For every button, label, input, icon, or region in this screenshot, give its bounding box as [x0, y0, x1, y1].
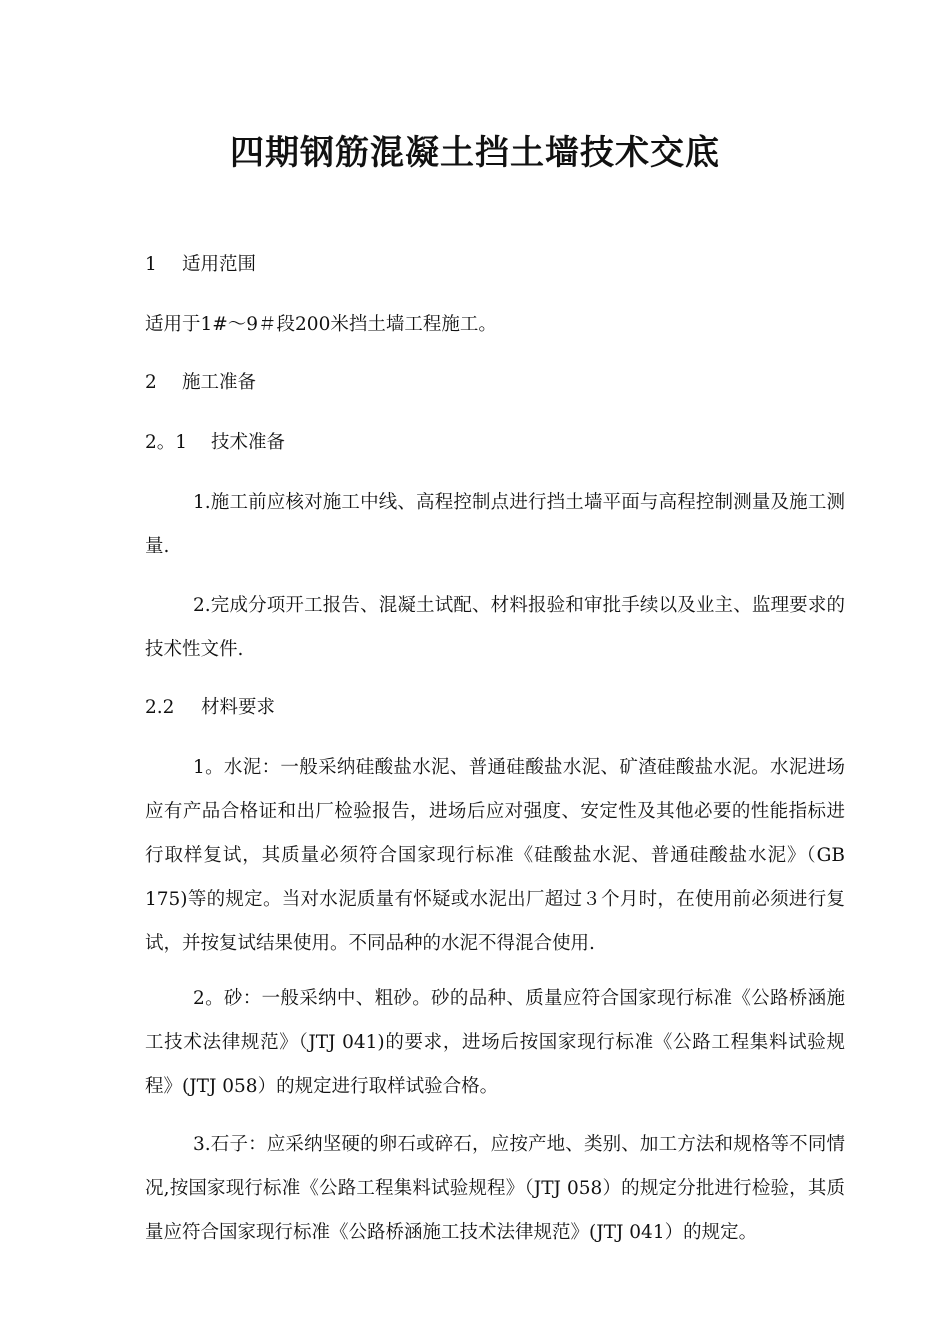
paragraph-2-2-cement: 1。水泥：一般采纳硅酸盐水泥、普通硅酸盐水泥、矿渣硅酸盐水泥。水泥进场应有产品合格证和出厂检验报告，进场后应对强度、安定性及其他必要的性能指标进行取样复试，其质量必须符合国家现行标准《硅酸盐水泥、普通硅酸盐水泥》（GB 175)等的规定。当对水泥质量有怀疑或水泥出厂超过３个月时，在使用前必须进行复试，并按复试结果使用。不同品种的水泥不得混合使用.: [145, 757, 845, 954]
section-heading-1: [145, 243, 845, 287]
section-1-text: 适用于1#～9＃段200米挡土墙工程施工。: [145, 314, 497, 335]
paragraph-2-1-item-1: 1.施工前应核对施工中线、高程控制点进行挡土墙平面与高程控制测量及施工测量.: [145, 492, 845, 557]
document-title: 四期钢筋混凝土挡土墙技术交底: [230, 133, 720, 173]
section-label: 材料要求: [201, 697, 276, 718]
section-heading-2: [145, 361, 845, 405]
paragraph-2-2-stone: 3.石子：应采纳坚硬的卵石或碎石，应按产地、类别、加工方法和规格等不同情况,按国家现行标准《公路工程集料试验规程》（JTJ 058）的规定分批进行检验，其质量应符合国家现行标准《公路桥涵施工技术法律规范》(JTJ 041）的规定。: [145, 1134, 845, 1243]
section-heading-2-2: [145, 686, 845, 730]
section-number: 1: [145, 254, 157, 275]
section-label: 适用范围: [182, 254, 257, 275]
section-label: 施工准备: [182, 372, 257, 393]
section-label: 技术准备: [211, 432, 286, 453]
paragraph-2-1-item-2: 2.完成分项开工报告、混凝土试配、材料报验和审批手续以及业主、监理要求的技术性文件.: [145, 595, 845, 660]
section-number: 2.2: [145, 697, 175, 718]
section-number: 2。1: [145, 432, 188, 453]
paragraph-2-2-sand: 2。砂：一般采纳中、粗砂。砂的品种、质量应符合国家现行标准《公路桥涵施工技术法律规范》（JTJ 041)的要求，进场后按国家现行标准《公路工程集料试验规程》(JTJ 058）的规定进行取样试验合格。: [145, 988, 845, 1097]
section-number: 2: [145, 372, 157, 393]
section-heading-2-1: [145, 421, 845, 465]
